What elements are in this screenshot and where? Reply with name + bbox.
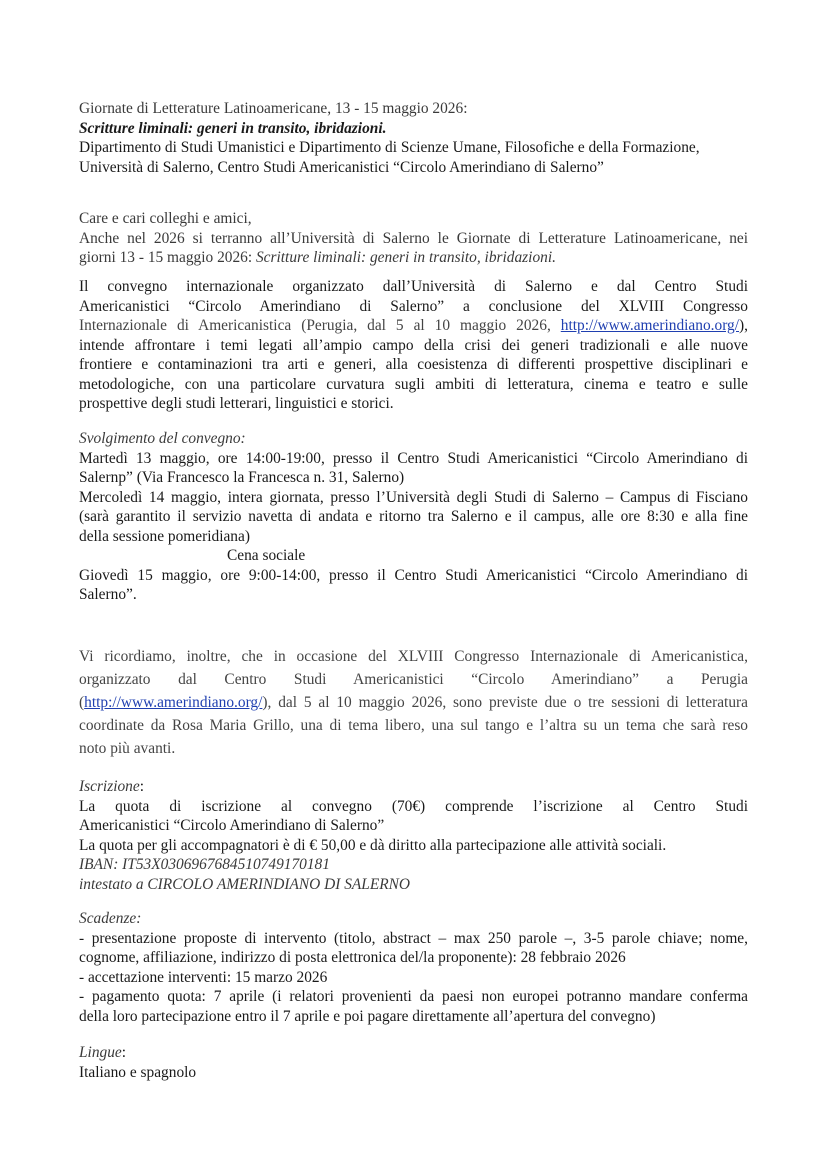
schedule-line2: Salernp” (Via Francesco la Francesca n. 31, Salerno) bbox=[79, 469, 405, 486]
intro-title-italic: Scritture liminali: generi in transito, ibridazioni. bbox=[255, 249, 556, 266]
deadline-line2: cognome, affiliazione, indirizzo di posta elettronica del/la proponente): 28 febbraio 2026 bbox=[79, 949, 626, 966]
intro-p2-line6: metodologiche, con una particolare curvatura sugli ambiti di letteratura, cinema e teatro e sulle bbox=[79, 375, 748, 393]
header-block bbox=[79, 99, 748, 177]
languages-colon: : bbox=[121, 1044, 127, 1061]
account-holder: intestato a CIRCOLO AMERINDIANO DI SALERNO bbox=[79, 875, 411, 893]
reminder-line4: coordinate da Rosa Maria Grillo, una di tema libero, una sul tango e l’altra su un tema che sarà reso bbox=[79, 717, 748, 734]
schedule-line7: Giovedì 15 maggio, ore 9:00-14:00, presso il Centro Studi Americanistici “Circolo Amerindiano di bbox=[79, 566, 748, 584]
amerindiano-link[interactable]: http://www.amerindiano.org/ bbox=[560, 317, 740, 334]
intro-p1-line2 bbox=[79, 248, 748, 268]
deadline-line4: - pagamento quota: 7 aprile (i relatori provenienti da paesi non europei potranno mandare conferma bbox=[79, 988, 748, 1005]
iban: IBAN: IT53X0306967684510749170181 bbox=[79, 856, 330, 873]
registration-colon: : bbox=[139, 778, 144, 795]
schedule-line5: della sessione pomeridiana) bbox=[79, 527, 250, 545]
deadline-line5: della loro partecipazione entro il 7 aprile e poi pagare direttamente all’apertura del convegno) bbox=[79, 1007, 656, 1025]
reminder-line5: noto più avanti. bbox=[79, 740, 176, 757]
intro-p2-line4: intende affrontare i temi legati all’ampio campo della crisi dei generi tradizionali e alle nuove bbox=[79, 336, 748, 354]
languages-heading-line bbox=[79, 1043, 748, 1063]
social-dinner: Cena sociale bbox=[227, 547, 306, 564]
reminder-line2: organizzato dal Centro Studi Americanistici “Circolo Amerindiano” a Perugia bbox=[79, 671, 748, 688]
reminder-line3-text: ), dal 5 al 10 maggio 2026, sono previste due o tre sessioni di letteratura bbox=[262, 694, 748, 711]
schedule-line4: (sarà garantito il servizio navetta di andata e ritorno tra Salerno e il campus, alle ore 8:30 e alla fine bbox=[79, 508, 748, 525]
event-title: Scritture liminali: generi in transito, ibridazioni. bbox=[79, 119, 387, 137]
event-dates-line: Giornate di Letterature Latinoamericane, 13 - 15 maggio 2026: bbox=[79, 100, 468, 117]
deadline-line3: - accettazione interventi: 15 marzo 2026 bbox=[79, 968, 328, 986]
schedule-line8: Salerno”. bbox=[79, 586, 137, 603]
intro-p2-line7: prospettive degli studi letterari, linguistici e storici. bbox=[79, 395, 394, 412]
amerindiano-link-2[interactable]: http://www.amerindiano.org/ bbox=[84, 694, 263, 711]
registration-block bbox=[79, 777, 748, 894]
registration-line2: Americanistici “Circolo Amerindiano di Salerno” bbox=[79, 817, 385, 834]
registration-heading: Iscrizione bbox=[79, 778, 140, 795]
schedule-block bbox=[79, 429, 748, 605]
reminder-block bbox=[79, 645, 748, 760]
intro-p2-line1: Il convegno internazionale organizzato dall’Università di Salerno e dal Centro Studi bbox=[79, 278, 748, 295]
intro-p1-line1: Anche nel 2026 si terranno all’Università di Salerno le Giornate di Letterature Latinoamericane, nei bbox=[79, 229, 748, 247]
greeting: Care e cari colleghi e amici, bbox=[79, 210, 252, 227]
schedule-heading: Svolgimento del convegno: bbox=[79, 430, 246, 447]
departments-line: Dipartimento di Studi Umanistici e Dipartimento di Scienze Umane, Filosofiche e della Formazione, bbox=[79, 139, 700, 156]
languages-value: Italiano e spagnolo bbox=[79, 1063, 197, 1081]
reminder-line1: Vi ricordiamo, inoltre, che in occasione del XLVIII Congresso Internazionale di Americanistica, bbox=[79, 648, 748, 665]
intro-p2-line2: Americanistici “Circolo Amerindiano di Salerno” a conclusione del XLVIII Congresso bbox=[79, 297, 748, 315]
deadline-line1: - presentazione proposte di intervento (titolo, abstract – max 250 parole –, 3-5 parole chiave; nome, bbox=[79, 929, 748, 947]
reminder-paren-open: ( bbox=[79, 694, 85, 711]
reminder-line3 bbox=[79, 691, 748, 714]
intro-p2-line3-end: ), bbox=[739, 317, 748, 334]
deadlines-block bbox=[79, 909, 748, 1026]
intro-p2-line3-text: Internazionale di Americanistica (Perugia, dal 5 al 10 maggio 2026, bbox=[79, 317, 561, 334]
registration-line3: La quota per gli accompagnatori è di € 50,00 e dà diritto alla partecipazione alle attività sociali. bbox=[79, 836, 667, 854]
intro-p2 bbox=[79, 277, 748, 414]
university-line: Università di Salerno, Centro Studi Americanistici “Circolo Amerindiano di Salerno” bbox=[79, 158, 604, 176]
registration-line1: La quota di iscrizione al convegno (70€) comprende l’iscrizione al Centro Studi bbox=[79, 797, 748, 815]
intro-p2-line3 bbox=[79, 316, 748, 336]
intro-dates-text: giorni 13 - 15 maggio 2026: bbox=[79, 249, 256, 266]
schedule-line1: Martedì 13 maggio, ore 14:00-19:00, presso il Centro Studi Americanistici “Circolo Amerindiano di bbox=[79, 449, 748, 467]
languages-block bbox=[79, 1043, 748, 1082]
languages-heading: Lingue bbox=[79, 1044, 122, 1061]
intro-block bbox=[79, 209, 748, 268]
intro-p2-line5: frontiere e contaminazioni tra arti e generi, alla coesistenza di differenti prospettive disciplinari e bbox=[79, 356, 748, 373]
registration-heading-line bbox=[79, 777, 748, 797]
schedule-line3: Mercoledì 14 maggio, intera giornata, presso l’Università degli Studi di Salerno – Campus di Fisciano bbox=[79, 488, 748, 506]
deadlines-heading: Scadenze: bbox=[79, 910, 142, 927]
